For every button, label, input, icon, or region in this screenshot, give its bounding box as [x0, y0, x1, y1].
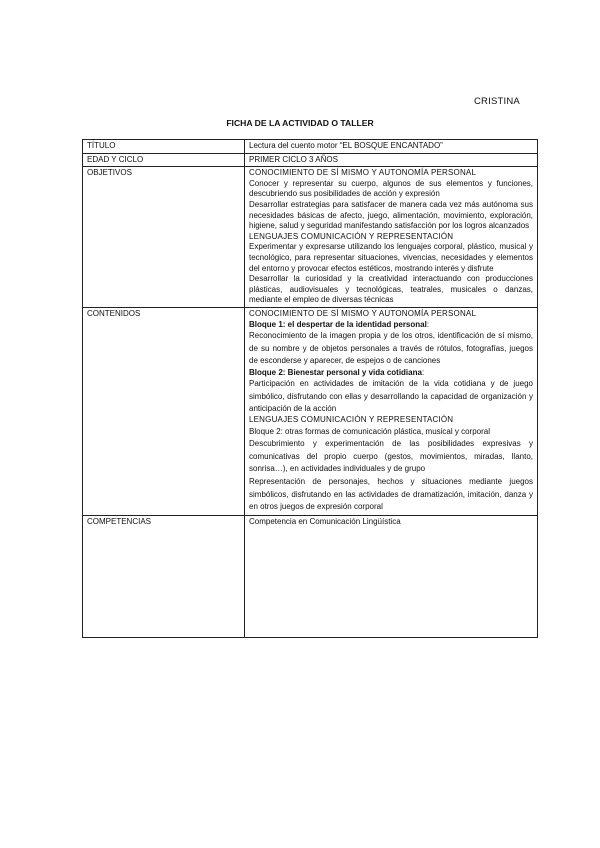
bloque-2-text: Participación en actividades de imitación de la vida cotidiana y de juego simbólico, disfrutando con ellas y desarrollando la capacidad de organización y anticipación de la acción	[249, 379, 533, 413]
row-objetivos	[83, 167, 538, 308]
objetivo-1: Conocer y representar su cuerpo, algunos de sus elementos y funciones, descubriendo sus posibilidades de acción y expresión	[249, 178, 533, 199]
objetivo-4: Desarrollar la curiosidad y la creatividad interactuando con producciones plásticas, audiovisuales y tecnológicas, teatrales, musicales o danzas, mediante el empleo de diversas técnicas	[249, 274, 533, 305]
label-contenidos: CONTENIDOS	[83, 307, 245, 515]
bloque-2b-text: Bloque 2: otras formas de comunicación plástica, musical y corporal	[249, 426, 490, 436]
contenido-item-1: Descubrimiento y experimentación de las posibilidades expresivas y comunicativas del propio cuerpo (gestos, movimientos, miradas, llanto, sonrisa…), en actividades individuales y de grupo	[249, 439, 533, 474]
contenidos-section-heading-2: LENGUAJES COMUNICACIÓN Y REPRESENTACIÓN	[249, 415, 454, 425]
label-titulo: TÍTULO	[83, 140, 245, 154]
objetivo-2: Desarrollar estrategias para satisfacer de manera cada vez más autónoma sus necesidades básicas de afecto, juego, alimentación, movimiento, exploración, higiene, salud y seguridad manifestando satisfacción por los logros alcanzados	[249, 199, 533, 231]
objetivos-section-heading-1: CONOCIMIENTO DE SÍ MISMO Y AUTONOMÍA PERSONAL	[249, 168, 477, 178]
bloque-2-title: Bloque 2: Bienestar personal y vida cotidiana	[249, 367, 422, 377]
objetivo-3: Experimentar y expresarse utilizando los lenguajes corporal, plástico, musical y tecnológico, para representar situaciones, vivencias, necesidades y elementos del entorno y provocar efectos estéticos, mostrando interés y disfrute	[249, 242, 533, 273]
value-objetivos	[245, 167, 538, 308]
label-competencias: COMPETENCIAS	[83, 515, 245, 637]
value-edad: PRIMER CICLO 3 AÑOS	[245, 153, 538, 167]
document-title: FICHA DE LA ACTIVIDAD O TALLER	[226, 118, 374, 128]
row-competencias	[83, 515, 538, 637]
row-contenidos	[83, 307, 538, 515]
value-contenidos	[245, 307, 538, 515]
author-name: CRISTINA	[474, 96, 520, 107]
bloque-1-heading: Bloque 1: el despertar de la identidad personal:	[249, 319, 430, 329]
value-titulo: Lectura del cuento motor “EL BOSQUE ENCANTADO”	[245, 140, 538, 154]
label-objetivos: OBJETIVOS	[83, 167, 245, 308]
bloque-2-heading: Bloque 2: Bienestar personal y vida cotidiana:	[249, 367, 425, 377]
row-titulo	[83, 140, 538, 154]
bloque-1-text: Reconocimiento de la imagen propia y de los otros, identificación de sí mismo, de su nombre y de objetos personales a través de rótulos, fotografías, juegos de esconderse y aparecer, de espejos o de canciones	[249, 331, 533, 366]
row-edad	[83, 153, 538, 167]
label-edad: EDAD Y CICLO	[83, 153, 245, 167]
contenido-item-2: Representación de personajes, hechos y situaciones mediante juegos simbólicos, disfrutando en las actividades de dramatización, imitación, danza y en otros juegos de expresión corporal	[249, 477, 533, 512]
bloque-1-title: Bloque 1: el despertar de la identidad personal	[249, 319, 427, 329]
objetivos-section-heading-2: LENGUAJES COMUNICACIÓN Y REPRESENTACIÓN	[249, 231, 454, 241]
contenidos-section-heading-1: CONOCIMIENTO DE SÍ MISMO Y AUTONOMÍA PERSONAL	[249, 308, 477, 318]
value-competencias: Competencia en Comunicación Lingüística	[245, 515, 538, 637]
activity-sheet-table	[82, 139, 538, 638]
